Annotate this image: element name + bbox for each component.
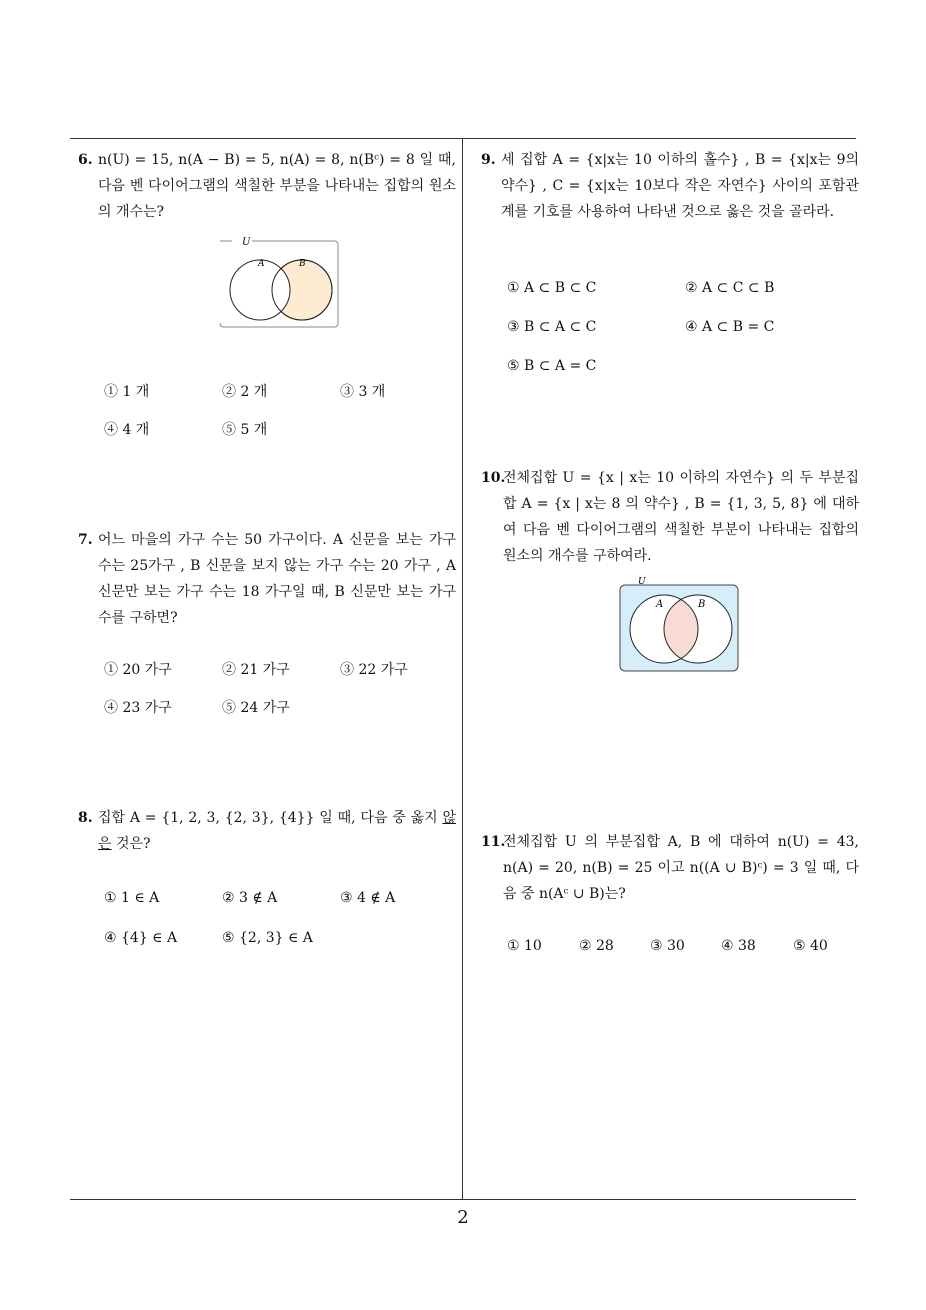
question-8-text: 8. 집합 A = {1, 2, 3, {2, 3}, {4}} 일 때, 다음 중 옳지 않은 것은? (78, 805, 456, 857)
choice[interactable]: ④ 4 개 (104, 422, 150, 438)
question-10-number: 10. (481, 470, 506, 486)
choice[interactable]: ③ 30 (650, 938, 685, 954)
choice[interactable]: ④ A ⊂ B = C (685, 319, 775, 335)
choice[interactable]: ② 28 (579, 938, 614, 954)
choice[interactable]: ④ 23 가구 (104, 700, 172, 716)
question-10-text: 10.전체집합 U = {x | x는 10 이하의 자연수} 의 두 부분집합 A = {x | x는 8 의 약수} , B = {1, 3, 5, 8} 에 대하여 다음 벤 다이어그램의 색칠한 부분이 나타내는 집합의 원소의 개수를 구하여라. (481, 465, 859, 569)
question-9 (481, 147, 859, 374)
choice[interactable]: ③ 4 ∉ A (340, 890, 396, 906)
choice[interactable]: ⑤ 40 (793, 938, 828, 954)
underlined-word: 않은 (98, 810, 456, 852)
question-11-choices (507, 933, 857, 957)
page-number: 2 (457, 1207, 469, 1228)
choice[interactable]: ⑤ 5 개 (222, 422, 268, 438)
question-11-text: 11.전체집합 U 의 부분집합 A, B 에 대하여 n(U) = 43, n(A) = 20, n(B) = 25 이고 n((A ∪ B)ᶜ) = 3 일 때, 다음 중 n(Aᶜ ∪ B)는? (481, 829, 859, 907)
question-7-choices (104, 657, 454, 717)
question-6-choices (104, 379, 454, 439)
choice[interactable]: ① 20 가구 (104, 662, 172, 678)
universe-label: U (242, 237, 251, 248)
choice[interactable]: ② 3 ∉ A (222, 890, 278, 906)
choice[interactable]: ① 1 ∈ A (104, 890, 160, 906)
question-10 (481, 465, 859, 610)
choice[interactable]: ② 21 가구 (222, 662, 290, 678)
question-11-number: 11. (481, 834, 506, 850)
choice[interactable]: ① 1 개 (104, 384, 150, 400)
question-9-text: 9. 세 집합 A = {x|x는 10 이하의 홀수} , B = {x|x는 9의 약수} , C = {x|x는 10보다 작은 자연수} 사이의 포함관계를 기호를 사용하여 나타낸 것으로 옳은 것을 골라라. (481, 147, 859, 225)
question-6-text: 6. n(U) = 15, n(A − B) = 5, n(A) = 8, n(Bᶜ) = 8 일 때, 다음 벤 다이어그램의 색칠한 부분을 나타내는 집합의 원소의 개수는? (78, 147, 456, 225)
top-rule (70, 138, 856, 139)
question-9-choices (507, 275, 857, 375)
question-11 (481, 829, 859, 954)
choice[interactable]: ③ 3 개 (340, 384, 386, 400)
choice[interactable]: ③ B ⊂ A ⊂ C (507, 319, 597, 335)
question-8-number: 8. (78, 810, 93, 826)
choice[interactable]: ④ 38 (721, 938, 756, 954)
choice[interactable]: ① A ⊂ B ⊂ C (507, 280, 597, 296)
set-a-label: A (258, 259, 265, 269)
choice[interactable]: ② A ⊂ C ⊂ B (685, 280, 775, 296)
set-b-label: B (299, 259, 306, 269)
choice[interactable]: ① 10 (507, 938, 542, 954)
question-8 (78, 805, 456, 946)
universe-label: U (638, 577, 646, 587)
choice[interactable]: ④ {4} ∈ A (104, 930, 178, 946)
question-9-number: 9. (481, 152, 496, 168)
question-6-number: 6. (78, 152, 93, 168)
set-a-label: A (656, 599, 664, 610)
choice[interactable]: ⑤ B ⊂ A = C (507, 358, 597, 374)
question-6-venn-diagram (214, 235, 344, 335)
column-divider (462, 138, 463, 1200)
question-6 (78, 147, 456, 438)
set-b-label: B (698, 599, 706, 610)
choice[interactable]: ⑤ {2, 3} ∈ A (222, 930, 313, 946)
question-7 (78, 527, 456, 716)
question-7-number: 7. (78, 532, 93, 548)
choice[interactable]: ② 2 개 (222, 384, 268, 400)
choice[interactable]: ③ 22 가구 (340, 662, 408, 678)
question-10-venn-diagram (618, 577, 742, 673)
question-7-text: 7. 어느 마을의 가구 수는 50 가구이다. A 신문을 보는 가구 수는 25가구 , B 신문을 보지 않는 가구 수는 20 가구 , A 신문만 보는 가구 수는 18 가구일 때, B 신문만 보는 가구 수를 구하면? (78, 527, 456, 631)
bottom-rule (70, 1199, 856, 1200)
choice[interactable]: ⑤ 24 가구 (222, 700, 290, 716)
question-8-choices (104, 885, 454, 945)
